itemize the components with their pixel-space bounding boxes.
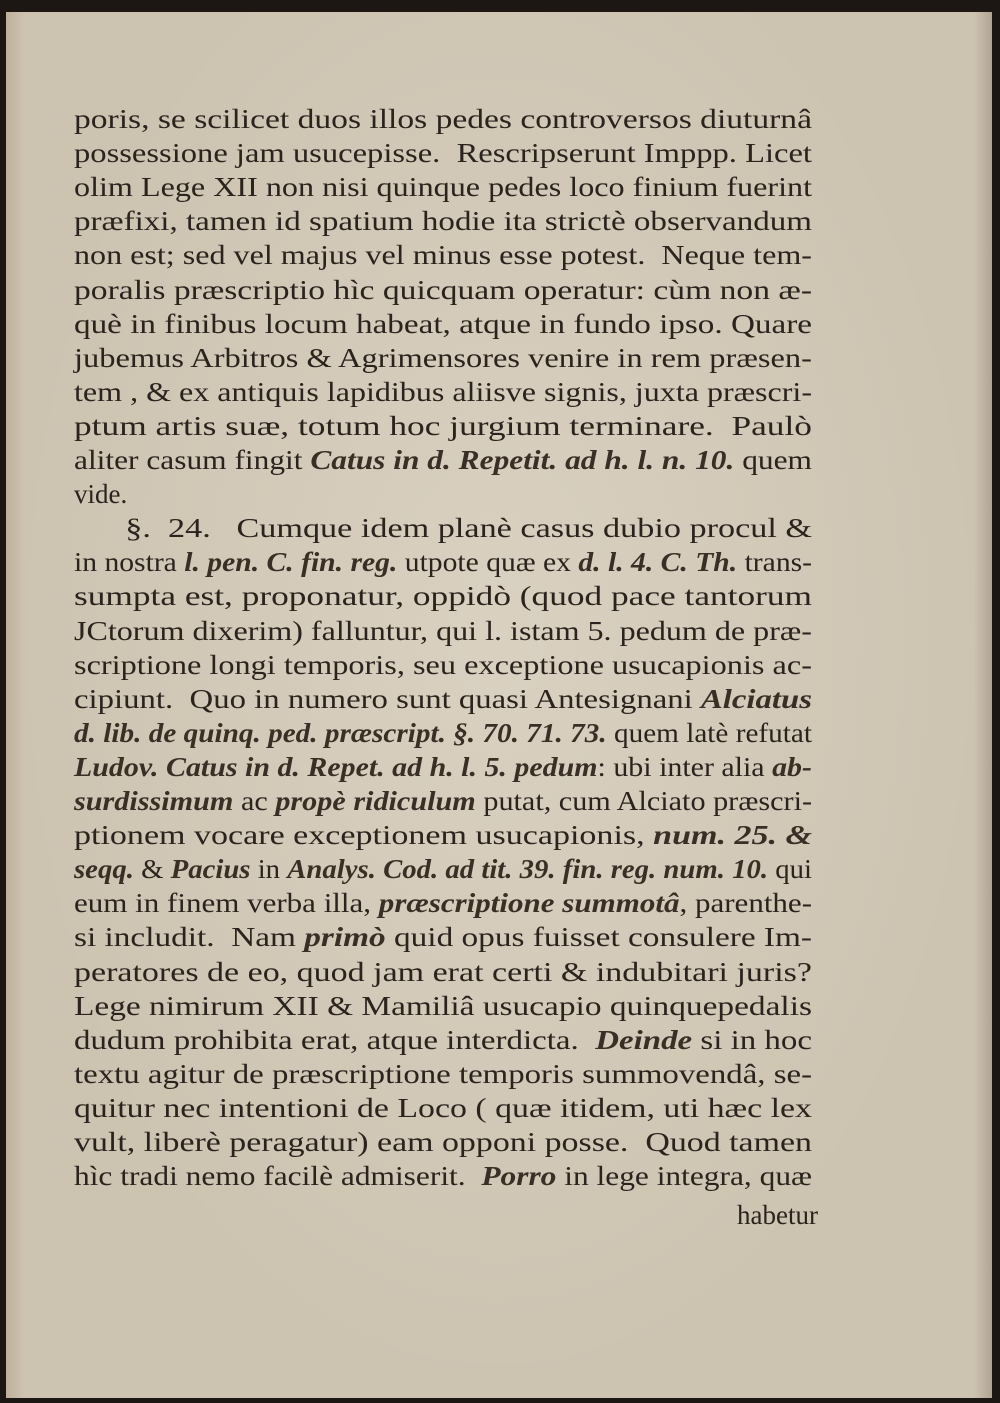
text-segment: quitur nec intentioni de Loco ( quæ itidem, uti hæc lex (74, 1092, 812, 1123)
text-line (74, 272, 812, 308)
text-line (74, 817, 812, 853)
text-segment: : ubi inter alia (597, 751, 773, 782)
text-segment: in lege integra, quæ (556, 1161, 812, 1192)
text-line (74, 237, 812, 273)
text-line (74, 715, 812, 751)
italic-citation: primò (304, 922, 386, 953)
text-segment: trans- (737, 547, 813, 578)
text-line (74, 374, 812, 410)
text-segment: poris, se scilicet duos illos pedes controversos diuturnâ (74, 104, 812, 134)
italic-citation: surdissimum (74, 786, 234, 816)
text-segment: quem (734, 445, 813, 475)
text-segment: eum in finem verba illa, (74, 888, 379, 919)
text-segment: quid opus fuisset consulere Im- (385, 922, 812, 953)
text-segment: ptionem vocare exceptionem usucapionis, (74, 820, 654, 851)
text-segment: scriptione longi temporis, seu exceptione usucapionis ac- (74, 649, 812, 680)
text-line (74, 851, 812, 887)
italic-citation: seqq. (74, 854, 134, 885)
text-segment: aliter casum fingit (74, 445, 311, 475)
text-segment: possessione jam usucepisse. Rescripserunt Imppp. Licet (74, 138, 813, 169)
text-line (74, 203, 812, 239)
text-segment: poralis præscriptio hìc quicquam operatur: cùm non æ- (74, 274, 813, 305)
italic-citation: propè ridiculum (275, 786, 476, 816)
italic-citation: num. 25. & (653, 820, 812, 851)
catchword: habetur (737, 1200, 818, 1230)
text-line (74, 954, 812, 990)
italic-citation: Pacius (170, 854, 251, 885)
italic-citation: Ludov. Catus in d. Repet. ad h. l. 5. pedum (74, 751, 598, 782)
text-segment: §. 24. Cumque idem planè casus dubio procul & (74, 513, 813, 544)
text-segment: sumpta est, proponatur, oppidò (quod pace tantorum (74, 581, 813, 612)
text-line (74, 1022, 812, 1058)
text-segment: , parenthe- (679, 888, 813, 919)
text-line (74, 749, 812, 785)
text-segment: textu agitur de præscriptione temporis summovendâ, se- (74, 1058, 813, 1089)
italic-citation: Catus in d. Repetit. ad h. l. n. 10. (310, 445, 735, 475)
text-line (74, 681, 812, 717)
text-segment: si includit. Nam (74, 922, 305, 953)
text-line (74, 988, 812, 1024)
text-segment: ac (233, 786, 276, 816)
text-line (74, 169, 812, 205)
text-segment: in nostra (74, 547, 185, 578)
italic-citation: præscriptione summotâ (378, 888, 680, 919)
text-segment: peratores de eo, quod jam erat certi & indubitari juris? (74, 956, 812, 987)
text-segment: jubemus Arbitros & Agrimensores venire in rem præsen- (74, 342, 812, 373)
text-segment: tem , & ex antiquis lapidibus aliisve signis, juxta præscri- (74, 376, 813, 407)
text-line (74, 783, 812, 819)
text-line (74, 101, 812, 137)
text-line (74, 885, 812, 921)
text-line (74, 919, 812, 955)
text-segment: dudum prohibita erat, atque interdicta. (74, 1024, 596, 1055)
text-segment: què in finibus locum habeat, atque in fundo ipso. Quare (74, 308, 813, 339)
text-segment: non est; sed vel majus vel minus esse potest. Neque tem- (74, 240, 812, 271)
text-line (74, 1090, 812, 1126)
text-line (74, 306, 812, 342)
text-line (74, 476, 127, 512)
text-line (74, 408, 812, 444)
text-segment: Lege nimirum XII & Mamiliâ usucapio quinquepedalis (74, 990, 812, 1021)
italic-citation: Deinde (595, 1024, 693, 1055)
text-segment: in (250, 854, 288, 885)
text-line (74, 442, 812, 478)
italic-citation: d. lib. de quinq. ped. præscript. §. 70. 71. 73. (74, 717, 607, 748)
text-segment: quem latè refutat (606, 717, 812, 748)
text-segment: putat, cum Alciato præscri- (475, 786, 813, 816)
text-line (74, 1124, 812, 1160)
text-line (74, 135, 812, 171)
text-line (74, 510, 812, 546)
italic-citation: ab- (772, 751, 812, 782)
text-segment: & (133, 854, 171, 885)
text-segment: præfixi, tamen id spatium hodie ita strictè observandum (74, 206, 812, 237)
italic-citation: Porro (481, 1161, 557, 1192)
italic-citation: Analys. Cod. ad tit. 39. fin. reg. num. 10. (287, 854, 769, 885)
text-segment: hìc tradi nemo facilè admiserit. (74, 1161, 482, 1192)
text-line (74, 613, 812, 649)
text-segment: utpote quæ ex (397, 547, 579, 578)
text-segment: JCtorum dixerim) falluntur, qui l. istam 5. pedum de præ- (74, 615, 812, 646)
text-segment: si in hoc (692, 1024, 812, 1055)
text-segment: vult, liberè peragatur) eam opponi posse. Quod tamen (74, 1127, 812, 1157)
text-segment: olim Lege XII non nisi quinque pedes loco finium fuerint (74, 172, 813, 203)
italic-citation: Alciatus (700, 683, 812, 714)
text-segment: qui (768, 854, 812, 885)
text-segment: cipiunt. Quo in numero sunt quasi Antesignani (74, 683, 701, 714)
text-line (74, 1056, 812, 1092)
text-line (74, 544, 812, 580)
book-page (6, 12, 992, 1398)
text-line (74, 1158, 812, 1194)
italic-citation: d. l. 4. C. Th. (578, 547, 738, 578)
text-segment: ptum artis suæ, totum hoc jurgium terminare. Paulò (74, 410, 813, 441)
italic-citation: l. pen. C. fin. reg. (184, 547, 398, 578)
text-line (74, 578, 812, 614)
text-segment: vide. (74, 479, 128, 510)
text-line (74, 340, 812, 376)
text-line (74, 647, 812, 683)
